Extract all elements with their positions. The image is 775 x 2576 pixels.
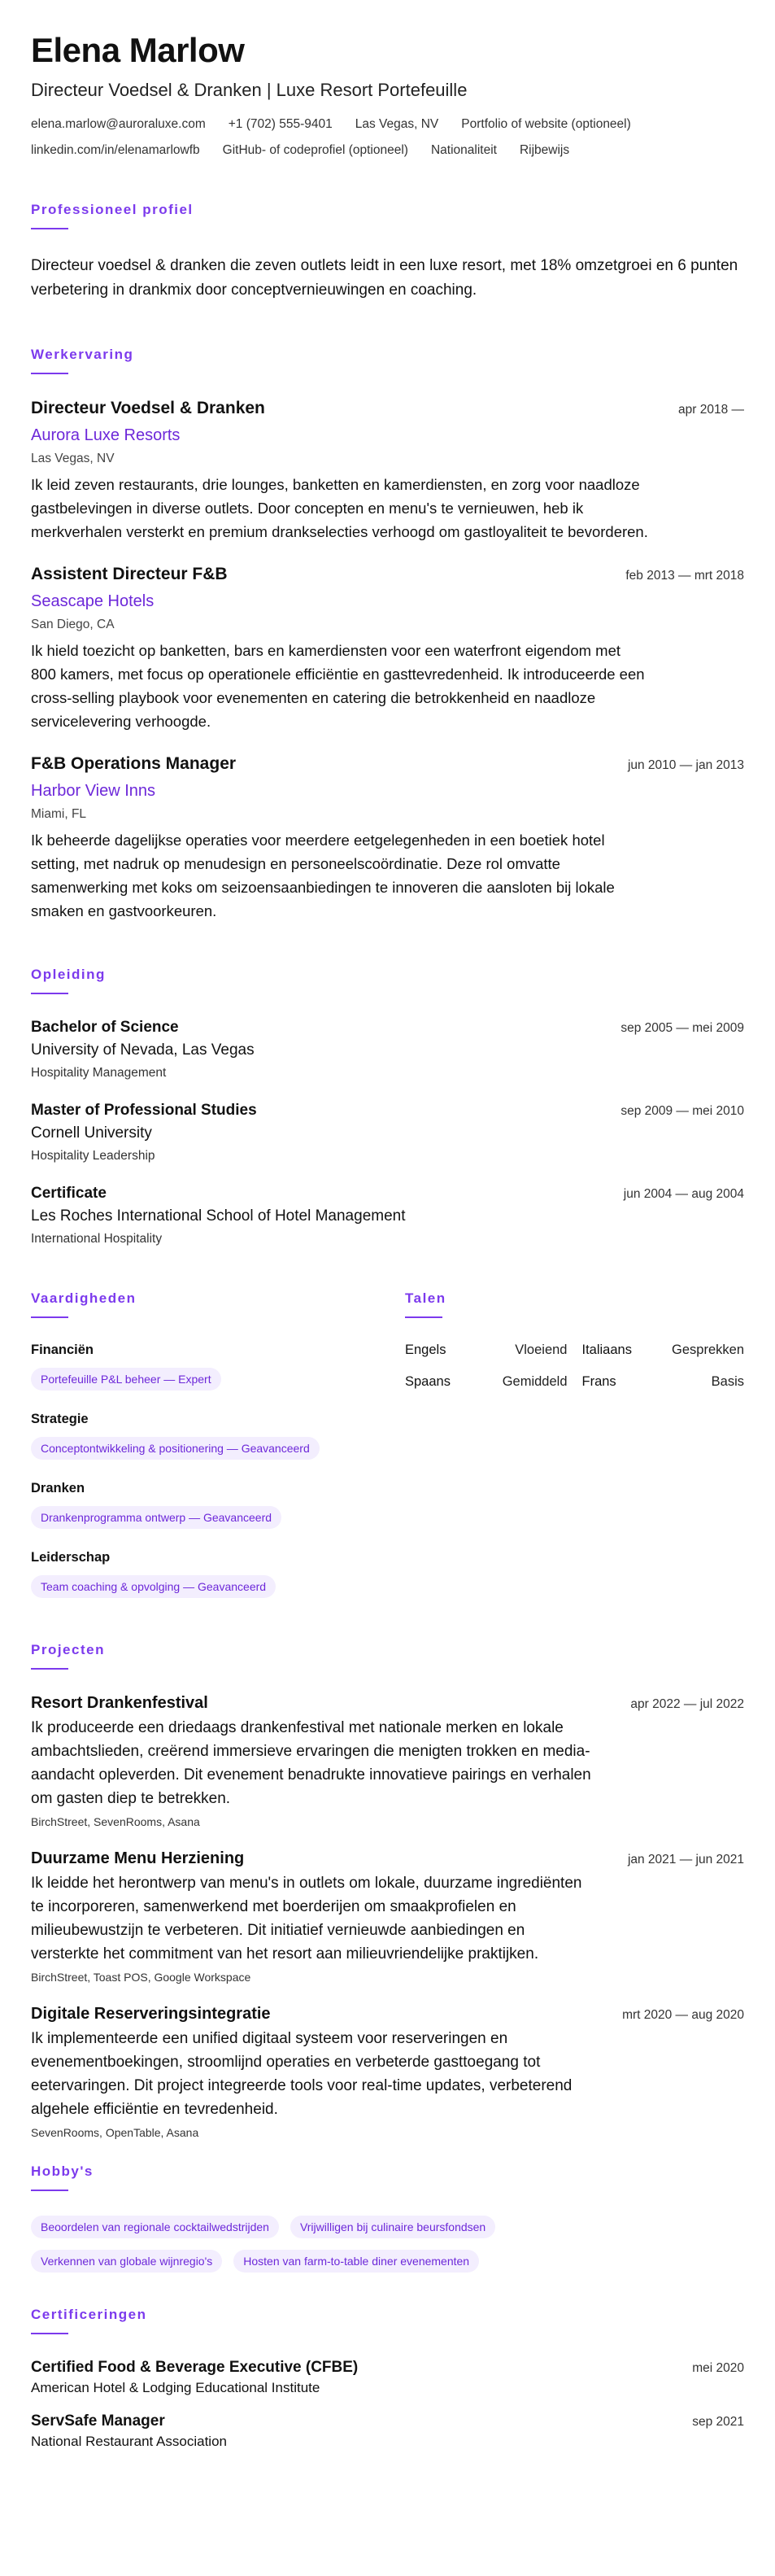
- certification-issuer: American Hotel & Lodging Educational Institute: [31, 2380, 320, 2395]
- section-title: Projecten: [31, 1642, 105, 1657]
- project-tools: SevenRooms, OpenTable, Asana: [31, 2126, 199, 2139]
- language-level: Vloeiend: [515, 1343, 568, 1357]
- section-title: Opleiding: [31, 967, 106, 982]
- job-title: Directeur Voedsel & Dranken: [31, 399, 265, 417]
- section-divider: [405, 1316, 442, 1318]
- contact-location: Las Vegas, NV: [355, 117, 439, 131]
- section-divider: [31, 1316, 68, 1318]
- skill-group: [31, 1412, 405, 1460]
- project-title: Resort Drankenfestival: [31, 1694, 208, 1712]
- candidate-headline: Directeur Voedsel & Dranken | Luxe Resort Portefeuille: [31, 80, 468, 100]
- languages-column: [405, 1290, 744, 1619]
- language-name: Engels: [405, 1343, 446, 1357]
- education-date: sep 2005 — mei 2009: [620, 1021, 744, 1035]
- contact-list: [31, 117, 730, 158]
- education-section: [31, 967, 744, 1247]
- project-title: Duurzame Menu Herziening: [31, 1849, 245, 1867]
- education-entry: [31, 1102, 744, 1164]
- certification-date: sep 2021: [692, 2415, 744, 2429]
- skill-pill: Team coaching & opvolging — Geavanceerd: [31, 1575, 276, 1598]
- skill-category: Financiën: [31, 1343, 94, 1357]
- contact-github: GitHub- of codeprofiel (optioneel): [222, 143, 408, 157]
- language-list: [405, 1343, 744, 1390]
- job-description: Ik leid zeven restaurants, drie lounges, banketten en kamerdiensten, en zorg voor naadloze gastbelevingen in diverse outlets. Door concepten en menu's te vernieuwen, heb ik merkverhalen versterkt en premium drankselecties verhoogd om gastloyaliteit te bevorderen.: [31, 476, 648, 540]
- skill-group: [31, 1550, 405, 1598]
- job-title: F&B Operations Manager: [31, 754, 237, 773]
- section-title: Certificeringen: [31, 2307, 147, 2322]
- certification-entry: [31, 2412, 744, 2450]
- job-description: Ik beheerde dagelijkse operaties voor meerdere eetgelegenheden in een boetiek hotel setting, met nadruk op menudesign en personeelscoördinatie. Deze rol omvatte samenwerking met koks om seizoensaanbiedingen te innoveren die aansloten bij lokale smaken en gastvoorkeuren.: [31, 832, 615, 919]
- skill-pill: Conceptontwikkeling & positionering — Geavanceerd: [31, 1437, 320, 1460]
- language-item: [582, 1343, 745, 1358]
- job-company: Aurora Luxe Resorts: [31, 426, 181, 444]
- education-entry: [31, 1185, 744, 1247]
- language-level: Gemiddeld: [502, 1374, 568, 1389]
- skill-pill: Drankenprogramma ontwerp — Geavanceerd: [31, 1506, 281, 1529]
- section-divider: [31, 993, 68, 994]
- project-entry: [31, 2005, 744, 2139]
- study-field: International Hospitality: [31, 1232, 163, 1246]
- section-divider: [31, 1668, 68, 1670]
- projects-section: [31, 1642, 744, 2139]
- project-description: Ik produceerde een driedaags drankenfestival met nationale merken en lokale ambachtslieden, creërend immersieve ervaringen die menigten trokken en media-aandacht opleverden. Dit evenement benadrukte innovatieve pairings en verhalen om gasten diep te betrekken.: [31, 1719, 591, 1807]
- section-divider: [31, 2333, 68, 2334]
- degree-title: Master of Professional Studies: [31, 1102, 257, 1119]
- candidate-name: Elena Marlow: [31, 31, 245, 69]
- experience-entry: [31, 754, 744, 923]
- hobby-list: [31, 2216, 616, 2273]
- language-name: Frans: [581, 1374, 616, 1389]
- project-entry: [31, 1849, 744, 1984]
- project-date: jan 2021 — jun 2021: [627, 1853, 744, 1867]
- language-item: [405, 1343, 568, 1358]
- hobby-pill: Beoordelen van regionale cocktailwedstrijden: [31, 2216, 279, 2238]
- contact-license: Rijbewijs: [519, 143, 570, 157]
- profile-section: [31, 202, 744, 303]
- contact-portfolio: Portfolio of website (optioneel): [461, 117, 631, 131]
- certification-title: ServSafe Manager: [31, 2412, 165, 2430]
- hobby-pill: Vrijwilligen bij culinaire beursfondsen: [290, 2216, 495, 2238]
- degree-title: Certificate: [31, 1185, 107, 1202]
- language-level: Gesprekken: [672, 1343, 744, 1357]
- job-date: apr 2018 —: [678, 403, 744, 417]
- project-tools: BirchStreet, SevenRooms, Asana: [31, 1815, 200, 1828]
- skill-group: [31, 1343, 405, 1391]
- contact-email: elena.marlow@auroraluxe.com: [31, 117, 206, 131]
- degree-title: Bachelor of Science: [31, 1019, 179, 1036]
- project-description: Ik leidde het herontwerp van menu's in outlets om lokale, duurzame ingrediënten te incorporeren, samenwerkend met boerderijen om smaakprofielen en milieubewustzijn te verbeteren. Dit initiatief vernieuwde aanbiedingen en versterkte het commitment van het resort aan milieuvriendelijke praktijken.: [31, 1875, 582, 1963]
- project-entry: [31, 1694, 744, 1828]
- skill-group: [31, 1481, 405, 1529]
- hobby-pill: Verkennen van globale wijnregio's: [31, 2250, 222, 2273]
- language-name: Spaans: [405, 1374, 451, 1389]
- job-title: Assistent Directeur F&B: [31, 565, 228, 583]
- job-location: Las Vegas, NV: [31, 452, 115, 465]
- project-date: mrt 2020 — aug 2020: [622, 2008, 744, 2022]
- experience-entry: [31, 399, 744, 544]
- study-field: Hospitality Management: [31, 1066, 167, 1080]
- skills-column: [31, 1290, 405, 1619]
- skill-category: Leiderschap: [31, 1550, 111, 1565]
- skill-category: Dranken: [31, 1481, 85, 1495]
- profile-summary: Directeur voedsel & dranken die zeven outlets leidt in een luxe resort, met 18% omzetgroei en 6 punten verbetering in drankmix door conceptvernieuwingen en coaching.: [31, 257, 738, 299]
- study-field: Hospitality Leadership: [31, 1149, 155, 1163]
- contact-linkedin: linkedin.com/in/elenamarlowfb: [31, 143, 200, 157]
- language-item: [405, 1374, 568, 1390]
- certification-issuer: National Restaurant Association: [31, 2434, 227, 2449]
- experience-entry: [31, 565, 744, 733]
- school-name: Les Roches International School of Hotel Management: [31, 1207, 406, 1225]
- section-title: Vaardigheden: [31, 1290, 137, 1306]
- section-title: Talen: [405, 1290, 446, 1306]
- section-title: Hobby's: [31, 2163, 94, 2179]
- certification-entry: [31, 2359, 744, 2396]
- language-level: Basis: [711, 1374, 744, 1389]
- certifications-section: [31, 2307, 744, 2450]
- certification-title: Certified Food & Beverage Executive (CFBE): [31, 2359, 359, 2376]
- section-divider: [31, 2190, 68, 2191]
- language-item: [582, 1374, 745, 1390]
- hobby-pill: Hosten van farm-to-table diner evenementen: [233, 2250, 479, 2273]
- project-title: Digitale Reserveringsintegratie: [31, 2005, 271, 2023]
- job-location: San Diego, CA: [31, 618, 115, 631]
- project-date: apr 2022 — jul 2022: [630, 1697, 744, 1711]
- contact-phone: +1 (702) 555-9401: [228, 117, 333, 131]
- skill-category: Strategie: [31, 1412, 89, 1426]
- school-name: Cornell University: [31, 1124, 152, 1142]
- job-date: jun 2010 — jan 2013: [627, 758, 744, 772]
- project-tools: BirchStreet, Toast POS, Google Workspace: [31, 1971, 251, 1984]
- section-divider: [31, 373, 68, 374]
- job-location: Miami, FL: [31, 807, 87, 821]
- education-date: jun 2004 — aug 2004: [623, 1187, 744, 1201]
- language-name: Italiaans: [581, 1343, 632, 1357]
- contact-nationality: Nationaliteit: [430, 143, 497, 157]
- experience-section: [31, 347, 744, 923]
- education-date: sep 2009 — mei 2010: [620, 1104, 744, 1118]
- skills-languages-section: [31, 1290, 744, 1619]
- hobbies-section: [31, 2163, 744, 2273]
- section-title: Professioneel profiel: [31, 202, 194, 217]
- section-divider: [31, 228, 68, 229]
- certification-date: mei 2020: [692, 2361, 744, 2375]
- job-company: Harbor View Inns: [31, 782, 156, 800]
- job-company: Seascape Hotels: [31, 592, 155, 610]
- project-description: Ik implementeerde een unified digitaal systeem voor reserveringen en evenementboekingen, stroomlijnd operaties en verbeterde gasttoegang tot eetervaringen. Dit project integreerde tools voor real-time updates, verbeterend algehele efficiëntie en tevredenheid.: [31, 2030, 573, 2118]
- education-entry: [31, 1019, 744, 1081]
- resume-header: [31, 31, 744, 158]
- skill-pill: Portefeuille P&L beheer — Expert: [31, 1368, 221, 1391]
- job-date: feb 2013 — mrt 2018: [625, 569, 744, 583]
- job-description: Ik hield toezicht op banketten, bars en kamerdiensten voor een waterfront eigendom met 800 kamers, met focus op operationele efficiëntie en gasttevredenheid. Ik introduceerde een cross-selling playbook voor evenementen en catering die betrokkenheid en naadloze servicelevering verhoogde.: [31, 642, 645, 730]
- section-title: Werkervaring: [31, 347, 134, 362]
- school-name: University of Nevada, Las Vegas: [31, 1041, 255, 1059]
